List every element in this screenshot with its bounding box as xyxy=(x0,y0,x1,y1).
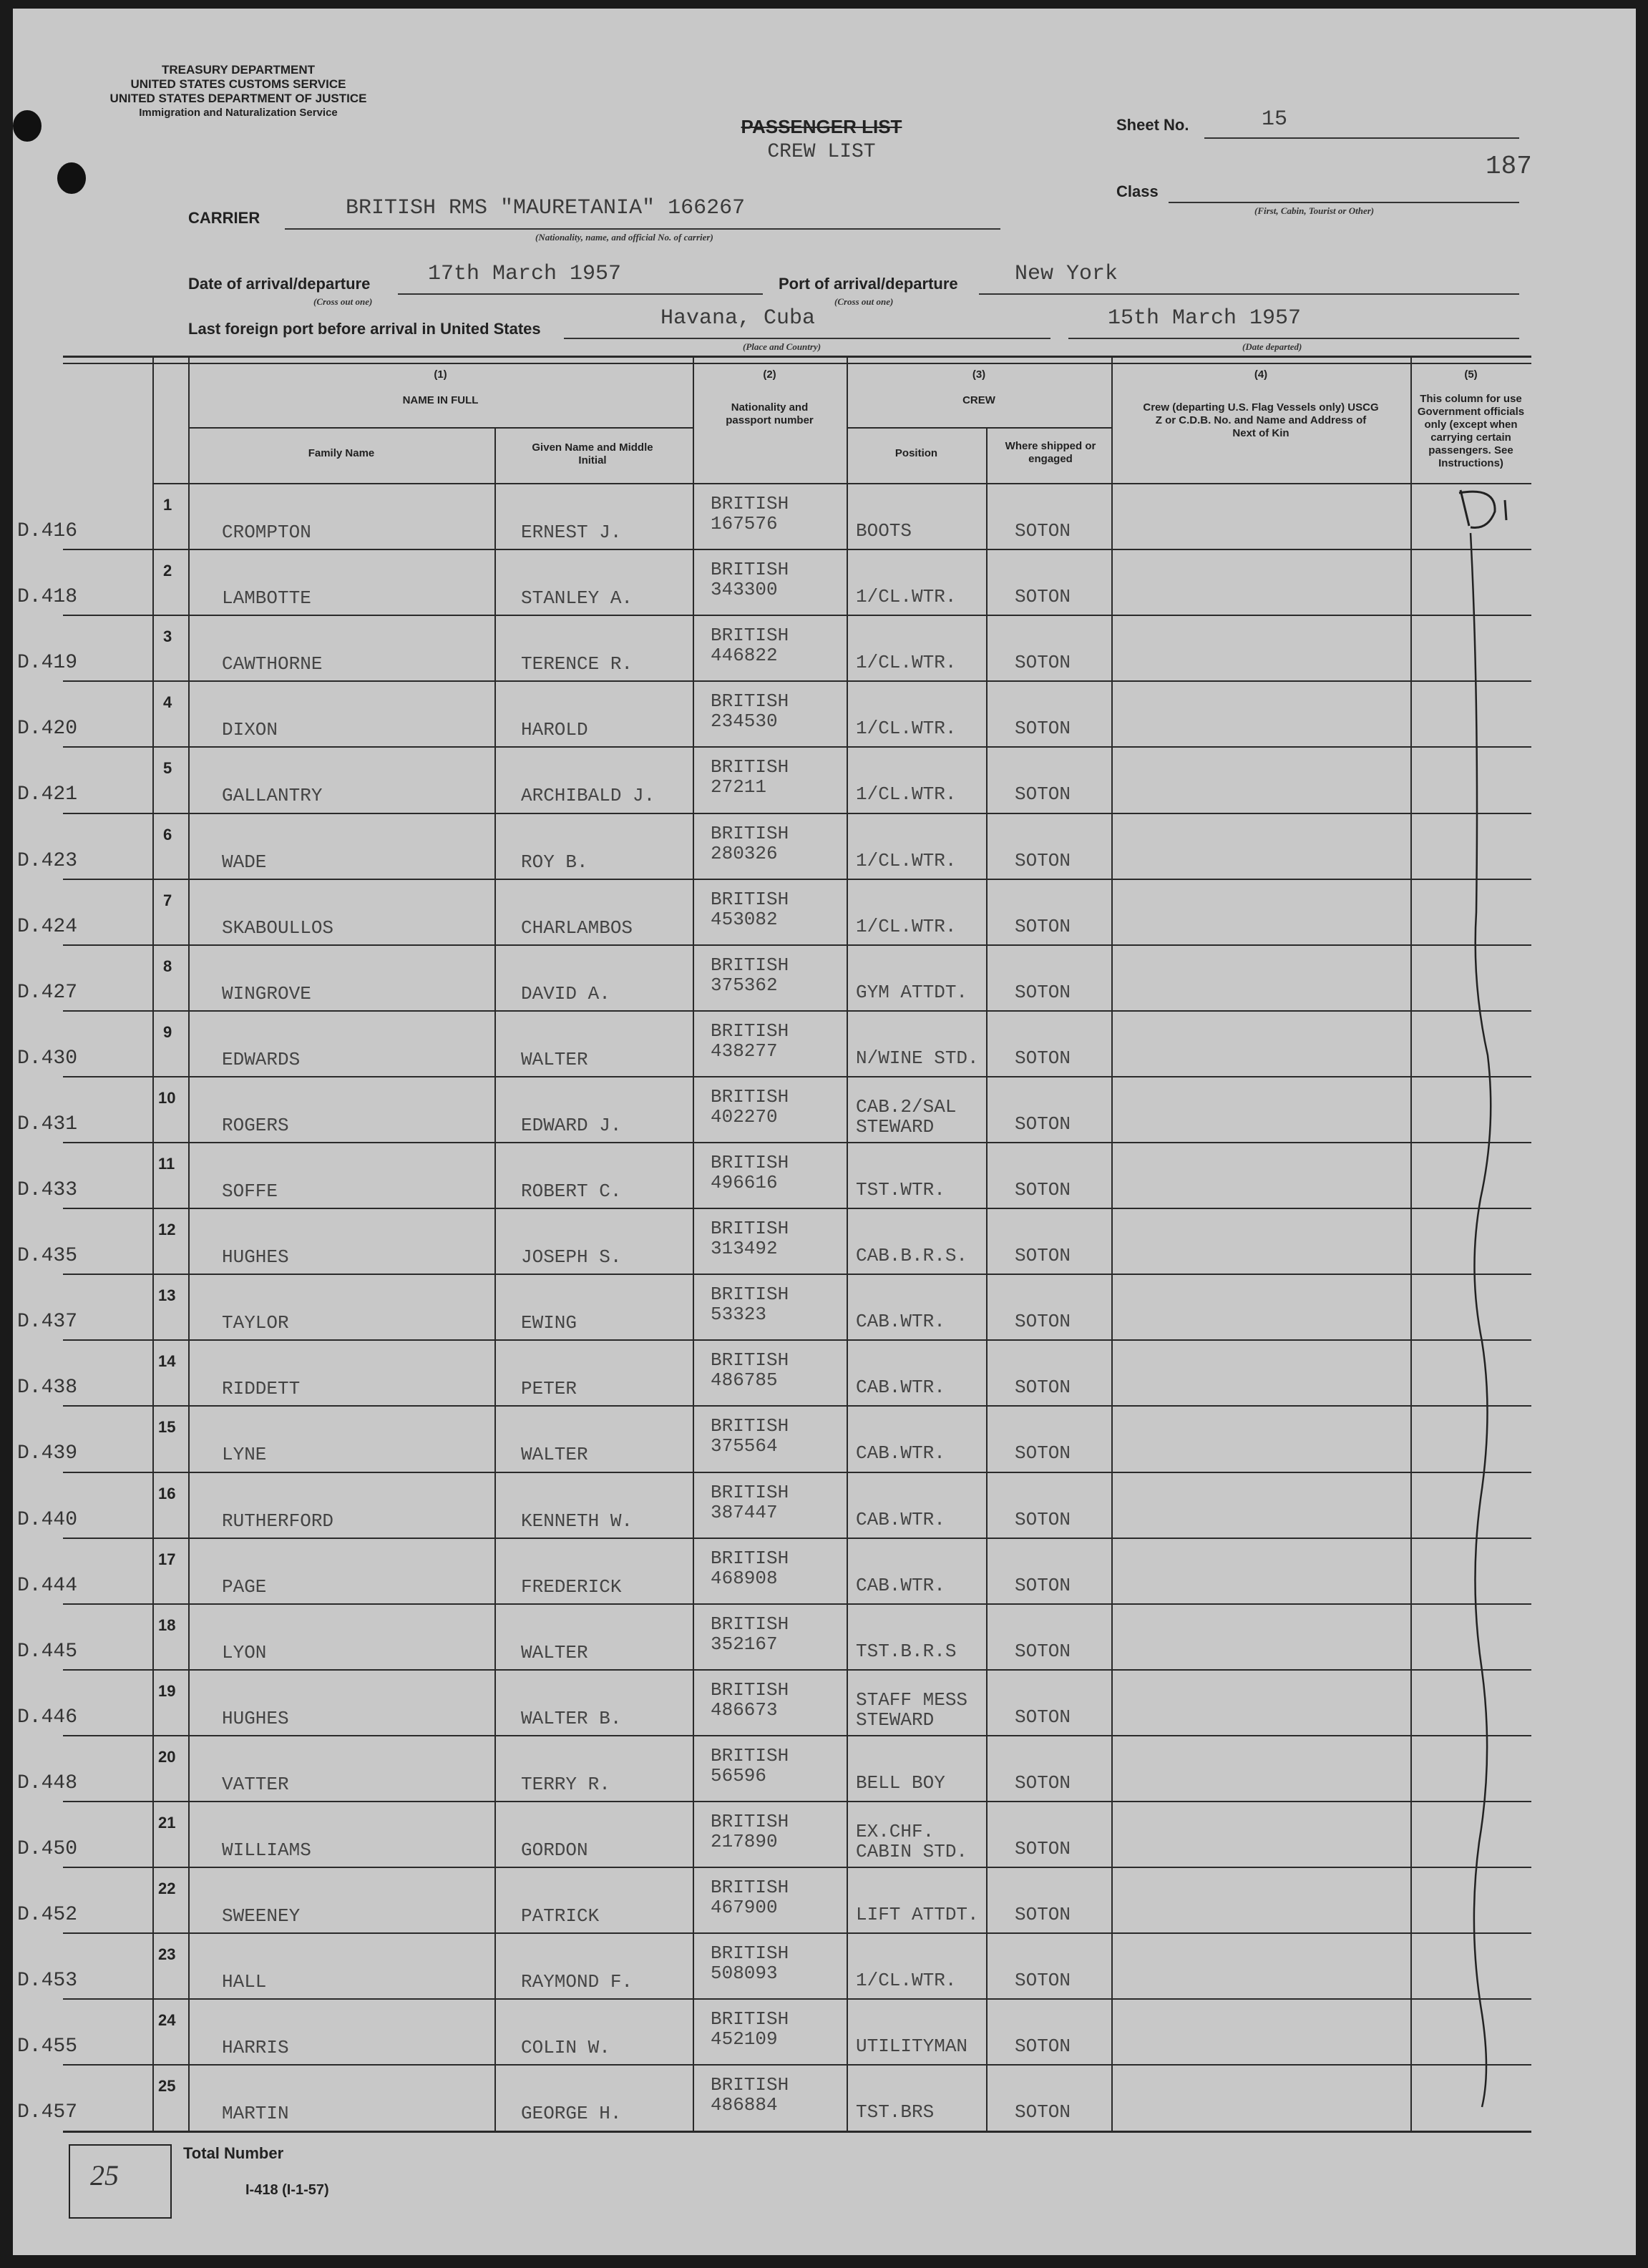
passport-number: 53323 xyxy=(711,1304,767,1326)
row-number: 22 xyxy=(158,1880,176,1898)
total-box xyxy=(69,2144,172,2219)
given-name: WALTER xyxy=(521,1444,588,1466)
row-ref-number: D.416 xyxy=(17,520,78,542)
nationality: BRITISH xyxy=(711,690,789,713)
row-number: 7 xyxy=(163,891,172,909)
row-number: 23 xyxy=(158,1945,176,1964)
given-name: WALTER xyxy=(521,1048,588,1070)
row-ref-number: D.420 xyxy=(17,718,78,740)
col1-header xyxy=(188,368,693,407)
col5-header xyxy=(1410,368,1531,470)
given-name: PETER xyxy=(521,1378,577,1400)
family-name: WILLIAMS xyxy=(222,1839,311,1861)
form-title: CREW LIST xyxy=(767,141,876,163)
given-name: ARCHIBALD J. xyxy=(521,785,655,807)
family-name: RIDDETT xyxy=(222,1378,301,1400)
where-shipped: SOTON xyxy=(1015,1508,1071,1530)
where-shipped: SOTON xyxy=(1015,1047,1071,1069)
crew-position: 1/CL.WTR. xyxy=(856,652,957,674)
nationality: BRITISH xyxy=(711,1415,789,1437)
port-label: Port of arrival/departure xyxy=(779,275,958,293)
nationality: BRITISH xyxy=(711,822,789,844)
given-name: GORDON xyxy=(521,1839,588,1861)
given-name: FREDERICK xyxy=(521,1575,622,1598)
crew-position: CAB.WTR. xyxy=(856,1508,945,1530)
nationality: BRITISH xyxy=(711,1744,789,1766)
form-number: I-418 (I-1-57) xyxy=(245,2182,329,2198)
family-name: LYON xyxy=(222,1641,267,1663)
family-name: SKABOULLOS xyxy=(222,917,334,939)
row-ref-number: D.437 xyxy=(17,1311,78,1334)
carrier-value: BRITISH RMS "MAURETANIA" 166267 xyxy=(346,196,746,220)
arrival-note: (Cross out one) xyxy=(313,296,373,307)
row-number: 20 xyxy=(158,1747,176,1766)
agency-block xyxy=(84,63,392,120)
passport-number: 234530 xyxy=(711,710,778,733)
crew-position: 1/CL.WTR. xyxy=(856,783,957,806)
class-note: (First, Cabin, Tourist or Other) xyxy=(1254,205,1375,216)
passport-number: 508093 xyxy=(711,1962,778,1985)
given-name: EWING xyxy=(521,1312,577,1334)
passport-number: 27211 xyxy=(711,776,767,798)
page-number: 187 xyxy=(1486,152,1532,181)
nationality: BRITISH xyxy=(711,1678,789,1701)
family-name: VATTER xyxy=(222,1773,289,1795)
row-number: 21 xyxy=(158,1814,176,1832)
nationality: BRITISH xyxy=(711,1547,789,1569)
crew-position: LIFT ATTDT. xyxy=(856,1904,979,1926)
col2-number: (2) xyxy=(763,368,776,381)
crew-position: BOOTS xyxy=(856,520,912,542)
nationality: BRITISH xyxy=(711,1020,789,1042)
family-name: HALL xyxy=(222,1971,267,1993)
crew-position: TST.BRS xyxy=(856,2101,935,2123)
family-name: CROMPTON xyxy=(222,522,311,543)
sheet-label: Sheet No. xyxy=(1116,116,1189,134)
agency-line: Immigration and Naturalization Service xyxy=(139,107,338,119)
col4-number: (4) xyxy=(1254,368,1268,381)
port-note: (Cross out one) xyxy=(834,296,894,307)
crew-position: CAB.WTR. xyxy=(856,1311,945,1333)
row-number: 8 xyxy=(163,957,172,975)
crew-position: 1/CL.WTR. xyxy=(856,586,957,608)
nationality: BRITISH xyxy=(711,2008,789,2030)
total-label: Total Number xyxy=(183,2144,284,2162)
crew-position: CAB.B.R.S. xyxy=(856,1245,968,1267)
family-name: SWEENEY xyxy=(222,1905,301,1927)
where-shipped: SOTON xyxy=(1015,1706,1071,1728)
passport-number: 167576 xyxy=(711,513,778,534)
where-shipped: SOTON xyxy=(1015,783,1071,806)
row-number: 25 xyxy=(158,2077,176,2096)
passport-number: 446822 xyxy=(711,645,778,667)
passport-number: 375564 xyxy=(711,1435,778,1457)
col4-title: Crew (departing U.S. Flag Vessels only) USCG Z or C.D.B. No. and Name and Address of Next of Kin xyxy=(1143,401,1379,439)
where-shipped: SOTON xyxy=(1015,2035,1071,2058)
punch-hole xyxy=(13,110,42,142)
given-name: RAYMOND F. xyxy=(521,1971,633,1993)
crew-position: CAB.WTR. xyxy=(856,1574,945,1596)
given-name: STANLEY A. xyxy=(521,587,633,610)
row-ref-number: D.450 xyxy=(17,1838,78,1860)
passport-number: 387447 xyxy=(711,1501,778,1523)
col-shipped-header: Where shipped or engaged xyxy=(1005,440,1096,465)
crew-position-line2: STEWARD xyxy=(856,1115,935,1138)
crew-position: 1/CL.WTR. xyxy=(856,1970,957,1992)
total-value: 25 xyxy=(90,2159,119,2191)
crew-position: TST.B.R.S xyxy=(856,1640,957,1662)
nationality: BRITISH xyxy=(711,1085,789,1108)
passport-number: 467900 xyxy=(711,1897,778,1919)
nationality: BRITISH xyxy=(711,493,789,514)
row-number: 6 xyxy=(163,825,172,844)
row-ref-number: D.435 xyxy=(17,1245,78,1268)
arrival-label: Date of arrival/departure xyxy=(188,275,371,293)
row-number: 9 xyxy=(163,1022,172,1041)
col-family-header: Family Name xyxy=(308,447,375,459)
given-name: CHARLAMBOS xyxy=(521,917,633,939)
where-shipped: SOTON xyxy=(1015,1311,1071,1333)
crew-position: GYM ATTDT. xyxy=(856,981,968,1003)
lastport-label: Last foreign port before arrival in United States xyxy=(188,320,541,338)
crew-position: N/WINE STD. xyxy=(856,1047,979,1069)
family-name: TAYLOR xyxy=(222,1312,289,1334)
given-name: ROBERT C. xyxy=(521,1181,622,1202)
crew-position: UTILITYMAN xyxy=(856,2035,968,2058)
where-shipped: SOTON xyxy=(1015,1838,1071,1859)
where-shipped: SOTON xyxy=(1015,915,1071,937)
nationality: BRITISH xyxy=(711,2074,789,2096)
where-shipped: SOTON xyxy=(1015,652,1071,674)
row-number: 3 xyxy=(163,627,172,646)
row-number: 16 xyxy=(158,1484,176,1502)
where-shipped: SOTON xyxy=(1015,1640,1071,1662)
where-shipped: SOTON xyxy=(1015,1113,1071,1135)
row-number: 17 xyxy=(158,1550,176,1568)
family-name: GALLANTRY xyxy=(222,785,323,807)
where-shipped: SOTON xyxy=(1015,1442,1071,1465)
row-ref-number: D.433 xyxy=(17,1179,78,1201)
row-number: 13 xyxy=(158,1286,176,1305)
row-number: 5 xyxy=(163,759,172,778)
where-shipped: SOTON xyxy=(1015,1377,1071,1399)
row-number: 24 xyxy=(158,2011,176,2030)
row-ref-number: D.440 xyxy=(17,1508,78,1531)
row-number: 2 xyxy=(163,562,172,580)
carrier-label: CARRIER xyxy=(188,209,260,227)
col3-header xyxy=(847,368,1111,407)
departed-value: 15th March 1957 xyxy=(1108,306,1302,331)
where-shipped: SOTON xyxy=(1015,1771,1071,1794)
given-name: COLIN W. xyxy=(521,2037,610,2059)
family-name: WINGROVE xyxy=(222,982,311,1005)
given-name: PATRICK xyxy=(521,1905,600,1927)
passport-number: 486884 xyxy=(711,2094,778,2116)
row-ref-number: D.438 xyxy=(17,1377,78,1399)
passport-number: 313492 xyxy=(711,1238,778,1260)
row-number: 12 xyxy=(158,1221,176,1239)
family-name: LAMBOTTE xyxy=(222,587,311,610)
where-shipped: SOTON xyxy=(1015,849,1071,871)
row-ref-number: D.444 xyxy=(17,1574,78,1597)
row-ref-number: D.453 xyxy=(17,1970,78,1993)
lastport-note: (Place and Country) xyxy=(743,341,821,352)
row-number: 4 xyxy=(163,693,172,712)
row-number: 11 xyxy=(158,1155,175,1173)
passport-number: 402270 xyxy=(711,1105,778,1128)
agency-line: TREASURY DEPARTMENT xyxy=(161,63,316,77)
nationality: BRITISH xyxy=(711,1481,789,1503)
nationality: BRITISH xyxy=(711,1877,789,1899)
nationality: BRITISH xyxy=(711,625,789,647)
nationality: BRITISH xyxy=(711,1284,789,1306)
given-name: TERRY R. xyxy=(521,1773,610,1795)
col-position-header: Position xyxy=(894,447,938,459)
row-number: 15 xyxy=(158,1418,176,1437)
col2-header xyxy=(693,368,847,427)
nationality: BRITISH xyxy=(711,954,789,976)
col5-title: This column for use Government officials only (except when carrying certain passengers. See Instructions) xyxy=(1417,393,1525,469)
passport-number: 453082 xyxy=(711,908,778,930)
row-ref-number: D.455 xyxy=(17,2035,78,2058)
nationality: BRITISH xyxy=(711,1218,789,1240)
passport-number: 486673 xyxy=(711,1698,778,1721)
passport-number: 468908 xyxy=(711,1567,778,1589)
family-name: CAWTHORNE xyxy=(222,653,323,675)
passport-number: 217890 xyxy=(711,1831,778,1852)
crew-position: CAB.2/SAL xyxy=(856,1095,957,1118)
given-name: EDWARD J. xyxy=(521,1114,622,1136)
passport-number: 352167 xyxy=(711,1633,778,1655)
row-ref-number: D.427 xyxy=(17,981,78,1004)
nationality: BRITISH xyxy=(711,888,789,910)
nationality: BRITISH xyxy=(711,1349,789,1372)
given-name: TERENCE R. xyxy=(521,653,633,675)
arrival-value: 17th March 1957 xyxy=(428,262,622,286)
crew-position: BELL BOY xyxy=(856,1771,945,1794)
crew-position: 1/CL.WTR. xyxy=(856,915,957,937)
agency-line: UNITED STATES CUSTOMS SERVICE xyxy=(130,77,346,91)
family-name: ROGERS xyxy=(222,1114,289,1136)
col4-header xyxy=(1111,368,1410,440)
row-ref-number: D.452 xyxy=(17,1904,78,1927)
passport-number: 280326 xyxy=(711,842,778,864)
row-ref-number: D.419 xyxy=(17,652,78,675)
crew-position: STAFF MESS xyxy=(856,1688,968,1711)
family-name: RUTHERFORD xyxy=(222,1510,334,1532)
col3-number: (3) xyxy=(972,368,986,381)
row-ref-number: D.423 xyxy=(17,849,78,872)
where-shipped: SOTON xyxy=(1015,1970,1071,1992)
crew-position: CAB.WTR. xyxy=(856,1442,945,1465)
col3-title: CREW xyxy=(962,394,995,406)
form-title-block xyxy=(707,116,936,163)
row-number: 1 xyxy=(163,496,172,514)
family-name: HUGHES xyxy=(222,1246,289,1269)
row-ref-number: D.448 xyxy=(17,1771,78,1794)
family-name: WADE xyxy=(222,851,267,873)
where-shipped: SOTON xyxy=(1015,981,1071,1003)
where-shipped: SOTON xyxy=(1015,586,1071,608)
row-ref-number: D.430 xyxy=(17,1047,78,1070)
given-name: WALTER B. xyxy=(521,1707,622,1729)
family-name: EDWARDS xyxy=(222,1048,301,1070)
nationality: BRITISH xyxy=(711,756,789,778)
passport-number: 56596 xyxy=(711,1764,767,1786)
nationality: BRITISH xyxy=(711,1811,789,1832)
passport-number: 452109 xyxy=(711,2028,778,2051)
col1-title: NAME IN FULL xyxy=(402,394,479,406)
row-ref-number: D.424 xyxy=(17,915,78,938)
where-shipped: SOTON xyxy=(1015,1179,1071,1201)
departed-note: (Date departed) xyxy=(1242,341,1302,352)
crew-position: TST.WTR. xyxy=(856,1179,945,1201)
crew-position: 1/CL.WTR. xyxy=(856,849,957,871)
crew-position-line2: STEWARD xyxy=(856,1709,935,1731)
given-name: WALTER xyxy=(521,1641,588,1663)
document-page xyxy=(13,9,1636,2255)
family-name: HUGHES xyxy=(222,1707,289,1729)
family-name: PAGE xyxy=(222,1575,267,1598)
handwritten-marks xyxy=(1410,483,1531,2133)
lastport-value: Havana, Cuba xyxy=(660,306,816,331)
passport-number: 438277 xyxy=(711,1040,778,1062)
given-name: DAVID A. xyxy=(521,982,610,1005)
family-name: LYNE xyxy=(222,1444,267,1466)
given-name: JOSEPH S. xyxy=(521,1246,622,1269)
where-shipped: SOTON xyxy=(1015,1904,1071,1926)
row-ref-number: D.457 xyxy=(17,2101,78,2124)
row-ref-number: D.445 xyxy=(17,1640,78,1663)
carrier-note: (Nationality, name, and official No. of carrier) xyxy=(535,232,713,243)
family-name: SOFFE xyxy=(222,1181,278,1202)
row-ref-number: D.421 xyxy=(17,783,78,806)
where-shipped: SOTON xyxy=(1015,520,1071,542)
crew-position: EX.CHF. xyxy=(856,1821,935,1842)
port-value: New York xyxy=(1015,262,1118,286)
crew-position-line2: CABIN STD. xyxy=(856,1841,968,1862)
where-shipped: SOTON xyxy=(1015,1245,1071,1267)
passport-number: 375362 xyxy=(711,974,778,996)
row-number: 19 xyxy=(158,1681,176,1700)
family-name: HARRIS xyxy=(222,2037,289,2059)
crew-position: 1/CL.WTR. xyxy=(856,718,957,740)
row-ref-number: D.439 xyxy=(17,1442,78,1465)
passport-number: 486785 xyxy=(711,1369,778,1392)
passport-number: 496616 xyxy=(711,1172,778,1193)
family-name: MARTIN xyxy=(222,2103,289,2125)
form-title-struck: PASSENGER LIST xyxy=(741,116,902,137)
crew-position: CAB.WTR. xyxy=(856,1377,945,1399)
nationality: BRITISH xyxy=(711,1942,789,1965)
row-number: 10 xyxy=(158,1088,176,1107)
nationality: BRITISH xyxy=(711,1152,789,1173)
given-name: KENNETH W. xyxy=(521,1510,633,1532)
given-name: ROY B. xyxy=(521,851,588,873)
class-label: Class xyxy=(1116,182,1159,200)
given-name: HAROLD xyxy=(521,719,588,741)
where-shipped: SOTON xyxy=(1015,1574,1071,1596)
nationality: BRITISH xyxy=(711,1613,789,1635)
sheet-number: 15 xyxy=(1262,107,1288,132)
row-ref-number: D.446 xyxy=(17,1706,78,1729)
col2-title: Nationality and passport number xyxy=(726,401,814,426)
row-ref-number: D.431 xyxy=(17,1113,78,1135)
given-name: GEORGE H. xyxy=(521,2103,622,2125)
row-number: 14 xyxy=(158,1352,176,1371)
row-ref-number: D.418 xyxy=(17,586,78,609)
crew-table xyxy=(17,356,1531,2137)
nationality: BRITISH xyxy=(711,559,789,581)
col1-number: (1) xyxy=(434,368,447,381)
family-name: DIXON xyxy=(222,719,278,741)
col5-number: (5) xyxy=(1464,368,1478,381)
agency-line: UNITED STATES DEPARTMENT OF JUSTICE xyxy=(109,92,367,105)
passport-number: 343300 xyxy=(711,579,778,601)
where-shipped: SOTON xyxy=(1015,2101,1071,2123)
given-name: ERNEST J. xyxy=(521,522,622,543)
punch-hole xyxy=(57,162,86,194)
row-number: 18 xyxy=(158,1616,176,1634)
col-given-header: Given Name and Middle Initial xyxy=(532,441,653,466)
where-shipped: SOTON xyxy=(1015,718,1071,740)
